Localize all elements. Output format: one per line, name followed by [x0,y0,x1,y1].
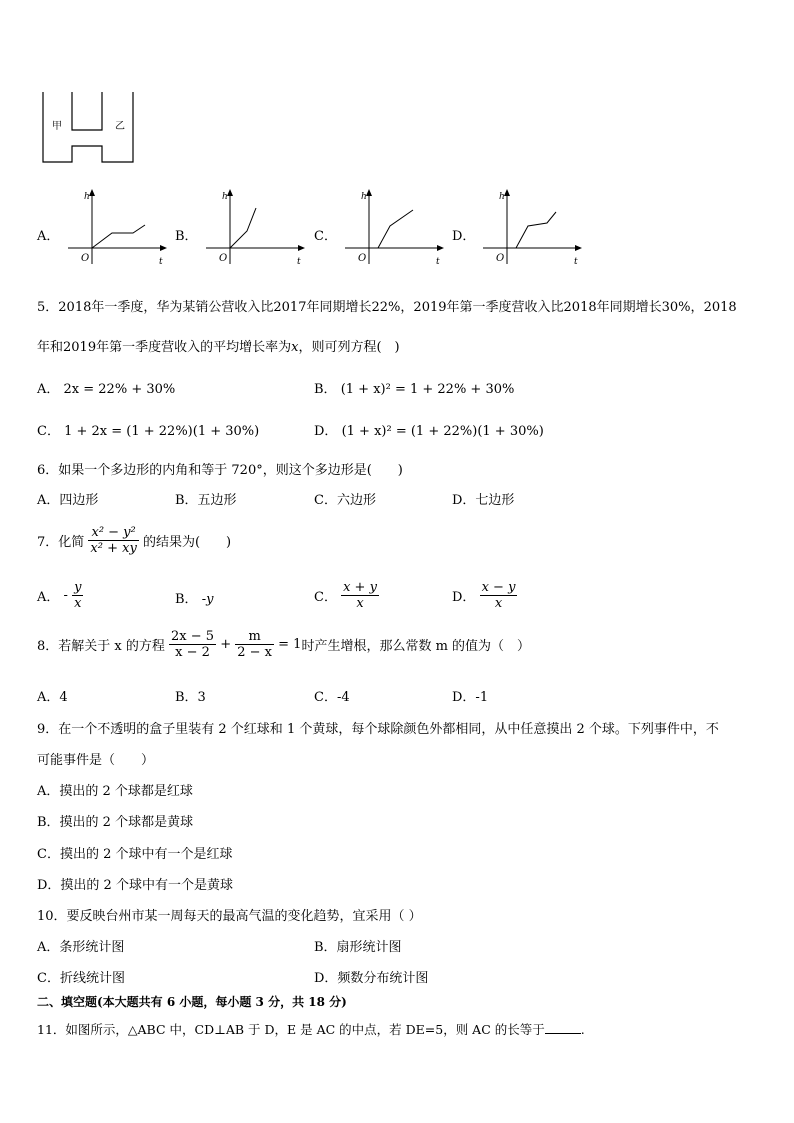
q6-stem: 6．如果一个多边形的内角和等于 720°，则这个多边形是( ) [37,463,403,478]
svg-text:O: O [358,253,367,264]
graph-b [200,186,310,268]
graph-c-label: C． [314,229,337,244]
svg-text:h: h [84,192,90,202]
graph-a-label: A． [37,229,60,244]
graph-d-label: D． [452,229,476,244]
q10-stem: 10．要反映台州市某一周每天的最高气温的变化趋势，宜采用（ ） [37,909,422,924]
section-heading: 二、填空题(本大题共有 6 小题，每小题 3 分，共 18 分) [37,995,347,1009]
svg-text:h: h [499,192,505,202]
q8-option-a[interactable]: A．4 [37,690,68,705]
q9-option-d[interactable]: D．摸出的 2 个球中有一个是黄球 [37,878,233,893]
q8-option-d[interactable]: D．-1 [452,690,489,705]
q7-option-b[interactable]: B． -y [175,592,214,607]
q10-option-a[interactable]: A．条形统计图 [37,940,125,955]
q10-option-c[interactable]: C．折线统计图 [37,971,125,986]
q8-option-c[interactable]: C．-4 [314,690,350,705]
q8-option-b[interactable]: B．3 [175,690,206,705]
q5-option-b[interactable]: B． (1 + x)² = 1 + 22% + 30% [314,382,515,397]
svg-text:t: t [297,257,301,267]
svg-text:t: t [159,257,163,267]
q7-option-d[interactable]: D． $\frac{x - y}{x}$ [452,580,516,611]
q10-option-d[interactable]: D．频数分布统计图 [314,971,429,986]
q11-stem: 11．如图所示，△ABC 中，CD⊥AB 于 D，E 是 AC 的中点，若 DE=5，则 AC 的长等于 . [37,1022,585,1037]
svg-text:O: O [219,253,228,264]
q5-option-c[interactable]: C． 1 + 2x = (1 + 22%)(1 + 30%) [37,424,260,439]
vessel-left-label: 甲 [52,121,62,132]
q5-option-a[interactable]: A． 2x = 22% + 30% [37,382,176,397]
graph-d [477,186,587,268]
q5-line1: 5．2018年一季度，华为某销公营收入比2017年同期增长22%，2019年第一季度营收入比2018年同期增长30%，2018 [37,300,737,315]
svg-text:O: O [496,253,505,264]
svg-text:t: t [574,257,578,267]
svg-text:O: O [81,253,90,264]
graph-a [62,186,172,268]
svg-text:t: t [436,257,440,267]
graph-b-label: B． [175,229,198,244]
vessel-figure [38,88,138,166]
graph-c [339,186,449,268]
q7-fraction: $\frac{\text{x² − y²}}{\text{x² + xy}}$ [90,525,137,556]
q7-option-a[interactable]: A． - $\frac{y}{x}$ [37,580,82,611]
q10-option-b[interactable]: B．扇形统计图 [314,940,402,955]
q7-option-c[interactable]: C． $\frac{x + y}{x}$ [314,580,377,611]
q5-option-d[interactable]: D． (1 + x)² = (1 + 22%)(1 + 30%) [314,424,544,439]
q5-line2: 年和2019年第一季度营收入的平均增长率为x，则可列方程( ) [37,340,400,355]
q9-option-a[interactable]: A．摸出的 2 个球都是红球 [37,784,193,799]
q9-option-b[interactable]: B．摸出的 2 个球都是黄球 [37,815,194,830]
q6-option-d[interactable]: D．七边形 [452,493,515,508]
q8-stem: 8．若解关于 x 的方程 $\frac{2x - 5}{x - 2}$ + $\frac{m}{2 - x}$ = 1时产生增根，那么常数 m 的值为（ ） [37,629,531,660]
vessel-right-label: 乙 [115,121,125,132]
svg-text:h: h [222,192,228,202]
q9-stem-line1: 9．在一个不透明的盒子里装有 2 个红球和 1 个黄球，每个球除颜色外都相同，从中任意摸出 2 个球。下列事件中，不 [37,722,719,737]
q7-stem: 7．化简 $\frac{\text{x² − y²}}{\text{x² + xy}}$ 的结果为( ) [37,525,232,556]
q9-option-c[interactable]: C．摸出的 2 个球中有一个是红球 [37,847,233,862]
svg-text:h: h [361,192,367,202]
q6-option-c[interactable]: C．六边形 [314,493,376,508]
answer-blank[interactable] [545,1021,581,1034]
q6-option-a[interactable]: A．四边形 [37,493,99,508]
q9-stem-line2: 可能事件是（ ） [37,753,155,768]
q6-option-b[interactable]: B．五边形 [175,493,237,508]
